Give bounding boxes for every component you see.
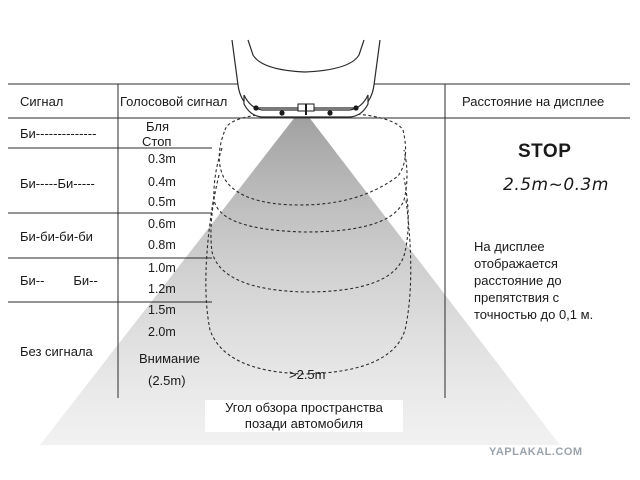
- signal-row-none: Без сигнала: [20, 344, 93, 359]
- distance-label: 1.5m: [148, 303, 176, 317]
- site-watermark: YAPLAKAL.COM: [489, 446, 583, 458]
- sensor-dot: [353, 105, 358, 110]
- distance-label: 0.5m: [148, 195, 176, 209]
- voice-line-2: Стоп: [142, 134, 172, 149]
- signal-row-slow: Би-----Би-----: [20, 176, 95, 191]
- voice-line-1: Бля: [146, 119, 170, 134]
- distance-label: 1.0m: [148, 261, 176, 275]
- distance-label: 2.0m: [148, 325, 176, 339]
- display-stop-text: STOP: [518, 141, 572, 162]
- distance-label: 0.6m: [148, 217, 176, 231]
- signal-row-continuous: Би--------------: [20, 126, 97, 141]
- header-signal: Сигнал: [20, 94, 64, 109]
- sensor-dot: [253, 105, 258, 110]
- sensor-dot: [279, 110, 284, 115]
- voice-attention: Внимание: [139, 351, 200, 366]
- voice-attention-distance: (2.5m): [148, 373, 186, 388]
- caption-line-1: Угол обзора пространства: [225, 400, 383, 415]
- distance-label: 0.4m: [148, 175, 176, 189]
- header-voice: Голосовой сигнал: [120, 94, 228, 109]
- distance-label: 0.8m: [148, 238, 176, 252]
- sensor-dot: [327, 110, 332, 115]
- header-display: Расстояние на дисплее: [462, 94, 605, 109]
- signal-row-intermittent: Би-- Би--: [20, 273, 98, 288]
- display-accuracy-note: На дисплее отображается расстояние до препятствия с точностью до 0,1 м.: [474, 239, 594, 322]
- signal-row-fast: Би-би-би-би: [20, 229, 93, 244]
- distance-label: 0.3m: [148, 152, 176, 166]
- far-zone-label: >2.5m: [289, 367, 326, 382]
- viewing-angle-caption: [205, 400, 403, 432]
- distance-label: 1.2m: [148, 282, 176, 296]
- caption-line-2: позади автомобиля: [244, 416, 364, 431]
- display-range-readout: 2.5m~0.3m: [503, 175, 609, 195]
- car-body-outline: [232, 40, 380, 108]
